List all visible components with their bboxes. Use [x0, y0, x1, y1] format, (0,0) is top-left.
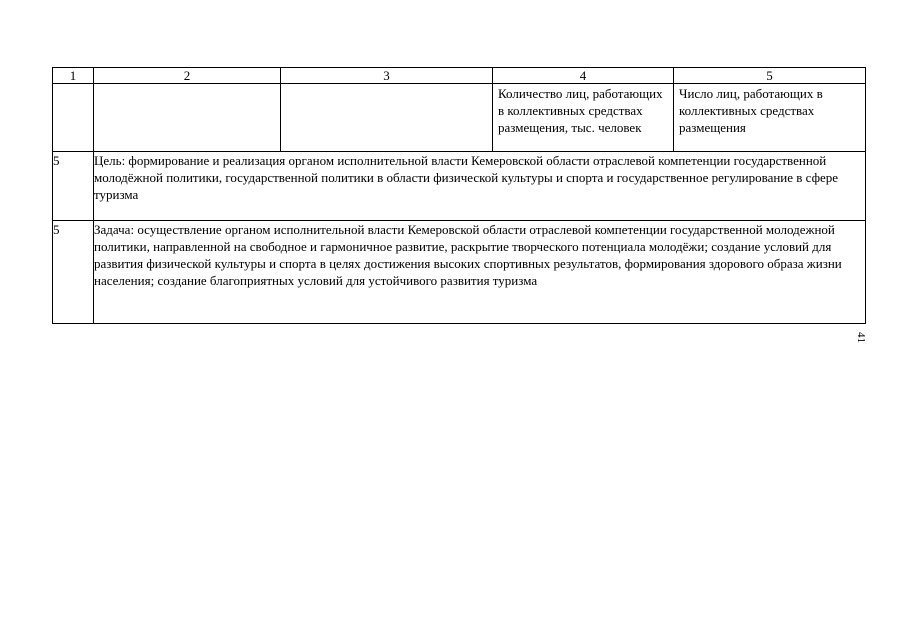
goal-row-text: Цель: формирование и реализация органом исполнительной власти Кемеровской области отраслевой компетенции государственной молодёжной политики, государственной политики в области физической культуры и спорта и государственное регулирование в сфере туризма [94, 152, 866, 221]
task-row-number: 5 [53, 221, 94, 324]
document-table [52, 67, 866, 324]
column-number-3: 3 [281, 68, 493, 84]
header-cell-2-text [94, 84, 280, 85]
column-number-4: 4 [493, 68, 674, 84]
task-row [53, 221, 866, 324]
column-number-1: 1 [53, 68, 94, 84]
column-number-row [53, 68, 866, 84]
header-cell-2 [94, 84, 281, 152]
header-cell-4-text: Количество лиц, работающих в коллективных средствах размещения, тыс. человек [498, 86, 663, 135]
header-row [53, 84, 866, 152]
header-cell-1-text [53, 84, 93, 85]
header-cell-1 [53, 84, 94, 152]
column-number-2: 2 [94, 68, 281, 84]
task-row-text: Задача: осуществление органом исполнительной власти Кемеровской области отраслевой компетенции государственной молодежной политики, направленной на свободное и гармоничное развитие, раскрытие творческого потенциала молодёжи; создание условий для развития физической культуры и спорта в целях достижения высоких спортивных результатов, формирования здорового образа жизни населения; создание благоприятных условий для устойчивого развития туризма [94, 221, 866, 324]
column-number-5: 5 [674, 68, 866, 84]
header-cell-5 [674, 84, 866, 152]
header-cell-3-text [281, 84, 492, 85]
page-number: 41 [855, 332, 867, 343]
header-cell-3 [281, 84, 493, 152]
goal-row [53, 152, 866, 221]
header-cell-4 [493, 84, 674, 152]
header-cell-5-text: Число лиц, работающих в коллективных средствах размещения [679, 86, 823, 135]
goal-row-number: 5 [53, 152, 94, 221]
